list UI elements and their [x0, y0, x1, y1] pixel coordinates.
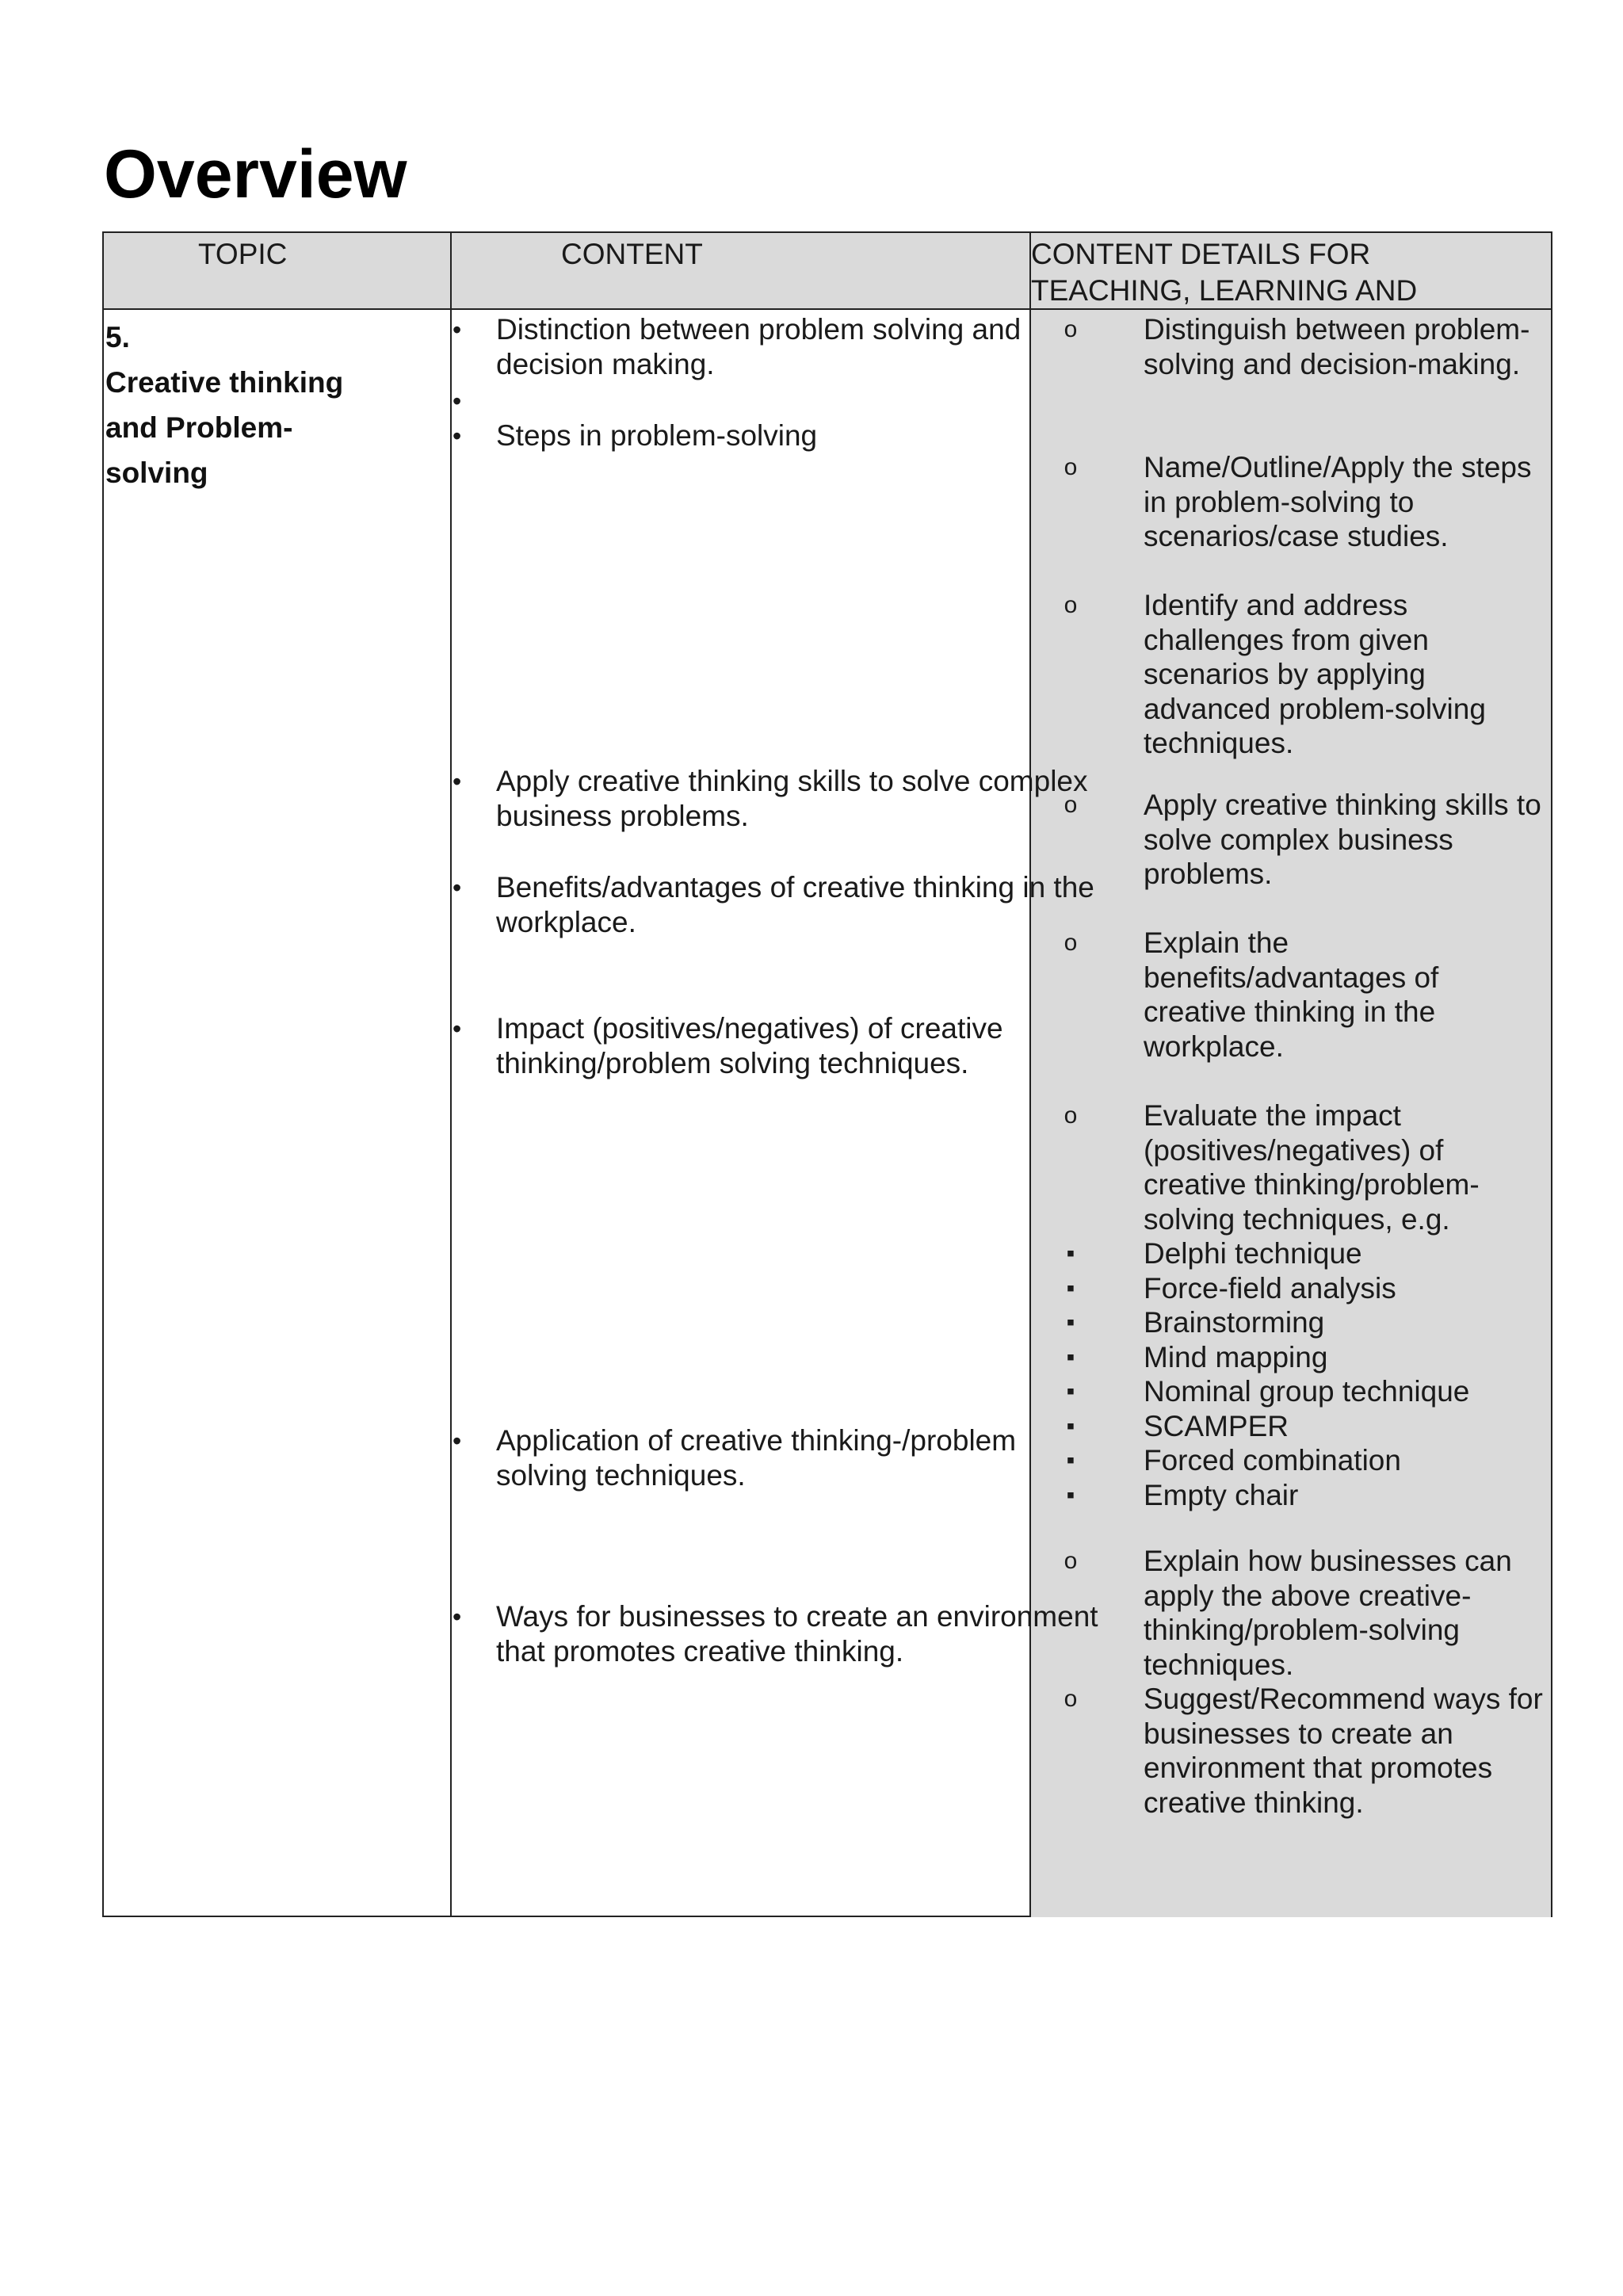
detail-item — [1047, 588, 1554, 761]
detail-item-text: Explain how businesses can apply the above creative-thinking/problem-solving techniques. — [1144, 1545, 1512, 1681]
technique-item — [1047, 1340, 1554, 1375]
bullet-icon: • — [453, 1427, 462, 1455]
technique-item — [1047, 1236, 1554, 1271]
detail-item — [1047, 1682, 1554, 1820]
content-item-text: Application of creative thinking-/problem solving techniques. — [496, 1424, 1017, 1492]
detail-item — [1047, 1098, 1554, 1236]
technique-item — [1047, 1271, 1554, 1306]
technique-item — [1047, 1443, 1554, 1478]
content-item-text: Distinction between problem solving and decision making. — [496, 313, 1022, 380]
detail-item-text: Explain the benefits/advantages of creative thinking in the workplace. — [1144, 926, 1439, 1063]
square-bullet-icon: ▪ — [1066, 1412, 1075, 1439]
detail-item-text: Apply creative thinking skills to solve complex business problems. — [1144, 789, 1541, 890]
detail-item — [1047, 926, 1554, 1064]
square-bullet-icon: ▪ — [1066, 1481, 1075, 1508]
content-item — [453, 764, 1134, 834]
header-details-line1: CONTENT DETAILS FOR — [1031, 238, 1371, 270]
topic-title-line2: and Problem- — [105, 411, 293, 444]
page-title: Overview — [104, 136, 407, 212]
bullet-icon: • — [453, 387, 462, 415]
square-bullet-icon: ▪ — [1066, 1274, 1075, 1301]
circle-bullet-icon: o — [1064, 454, 1078, 480]
detail-item — [1047, 450, 1554, 554]
content-item — [453, 1599, 1134, 1669]
bullet-icon: • — [453, 422, 462, 450]
technique-item — [1047, 1409, 1554, 1444]
technique-text: SCAMPER — [1144, 1409, 1289, 1442]
bullet-icon: • — [453, 1014, 462, 1043]
circle-bullet-icon: o — [1064, 930, 1078, 956]
circle-bullet-icon: o — [1064, 592, 1078, 618]
detail-item — [1047, 788, 1554, 892]
technique-text: Mind mapping — [1144, 1340, 1328, 1373]
bullet-icon: • — [453, 873, 462, 902]
square-bullet-icon: ▪ — [1066, 1343, 1075, 1370]
circle-bullet-icon: o — [1064, 1102, 1078, 1129]
technique-item — [1047, 1478, 1554, 1513]
square-bullet-icon: ▪ — [1066, 1240, 1075, 1266]
circle-bullet-icon: o — [1064, 316, 1078, 342]
header-details-line2: TEACHING, LEARNING AND — [1031, 274, 1418, 307]
header-content: CONTENT — [561, 238, 703, 270]
square-bullet-icon: ▪ — [1066, 1309, 1075, 1335]
content-item-text: Ways for businesses to create an environment that promotes creative thinking. — [496, 1600, 1098, 1668]
technique-item — [1047, 1305, 1554, 1340]
technique-item — [1047, 1374, 1554, 1409]
topic-title-line3: solving — [105, 457, 208, 489]
content-item — [453, 1011, 1134, 1081]
overview-table — [102, 231, 1552, 1917]
bullet-icon: • — [453, 767, 462, 796]
square-bullet-icon: ▪ — [1066, 1378, 1075, 1404]
detail-item-text: Suggest/Recommend ways for businesses to create an environment that promotes creative thinking. — [1144, 1683, 1543, 1819]
content-item — [453, 1423, 1134, 1493]
detail-item-text: Name/Outline/Apply the steps in problem-solving to scenarios/case studies. — [1144, 451, 1532, 552]
content-item — [453, 870, 1134, 940]
technique-text: Nominal group technique — [1144, 1375, 1470, 1408]
topic-number: 5. — [105, 321, 130, 353]
content-item — [453, 418, 1134, 453]
column-divider-1 — [450, 233, 452, 1917]
detail-item — [1047, 312, 1554, 381]
circle-bullet-icon: o — [1064, 792, 1078, 818]
bullet-icon: • — [453, 315, 462, 344]
header-topic: TOPIC — [198, 238, 288, 270]
content-item-text: Apply creative thinking skills to solve complex business problems. — [496, 765, 1088, 832]
technique-text: Brainstorming — [1144, 1306, 1325, 1339]
content-item-text: Benefits/advantages of creative thinking in the workplace. — [496, 871, 1094, 938]
detail-item — [1047, 1544, 1554, 1682]
technique-text: Force-field analysis — [1144, 1271, 1396, 1305]
technique-text: Forced combination — [1144, 1444, 1401, 1477]
bullet-icon: • — [453, 1603, 462, 1631]
circle-bullet-icon: o — [1064, 1686, 1078, 1712]
detail-item-text: Distinguish between problem-solving and decision-making. — [1144, 313, 1530, 380]
topic-cell — [105, 315, 438, 495]
topic-title-line1: Creative thinking — [105, 366, 344, 399]
technique-text: Empty chair — [1144, 1478, 1299, 1511]
circle-bullet-icon: o — [1064, 1548, 1078, 1574]
detail-item-text: Evaluate the impact (positives/negatives) of creative thinking/problem-solving techniques, e.g. — [1144, 1099, 1480, 1236]
content-item — [453, 312, 1134, 382]
content-item-text: Impact (positives/negatives) of creative thinking/problem solving techniques. — [496, 1012, 1003, 1079]
square-bullet-icon: ▪ — [1066, 1447, 1075, 1473]
detail-item-text: Identify and address challenges from given scenarios by applying advanced problem-solving techniques. — [1144, 589, 1486, 759]
technique-text: Delphi technique — [1144, 1237, 1362, 1270]
content-item-text: Steps in problem-solving — [496, 419, 818, 452]
